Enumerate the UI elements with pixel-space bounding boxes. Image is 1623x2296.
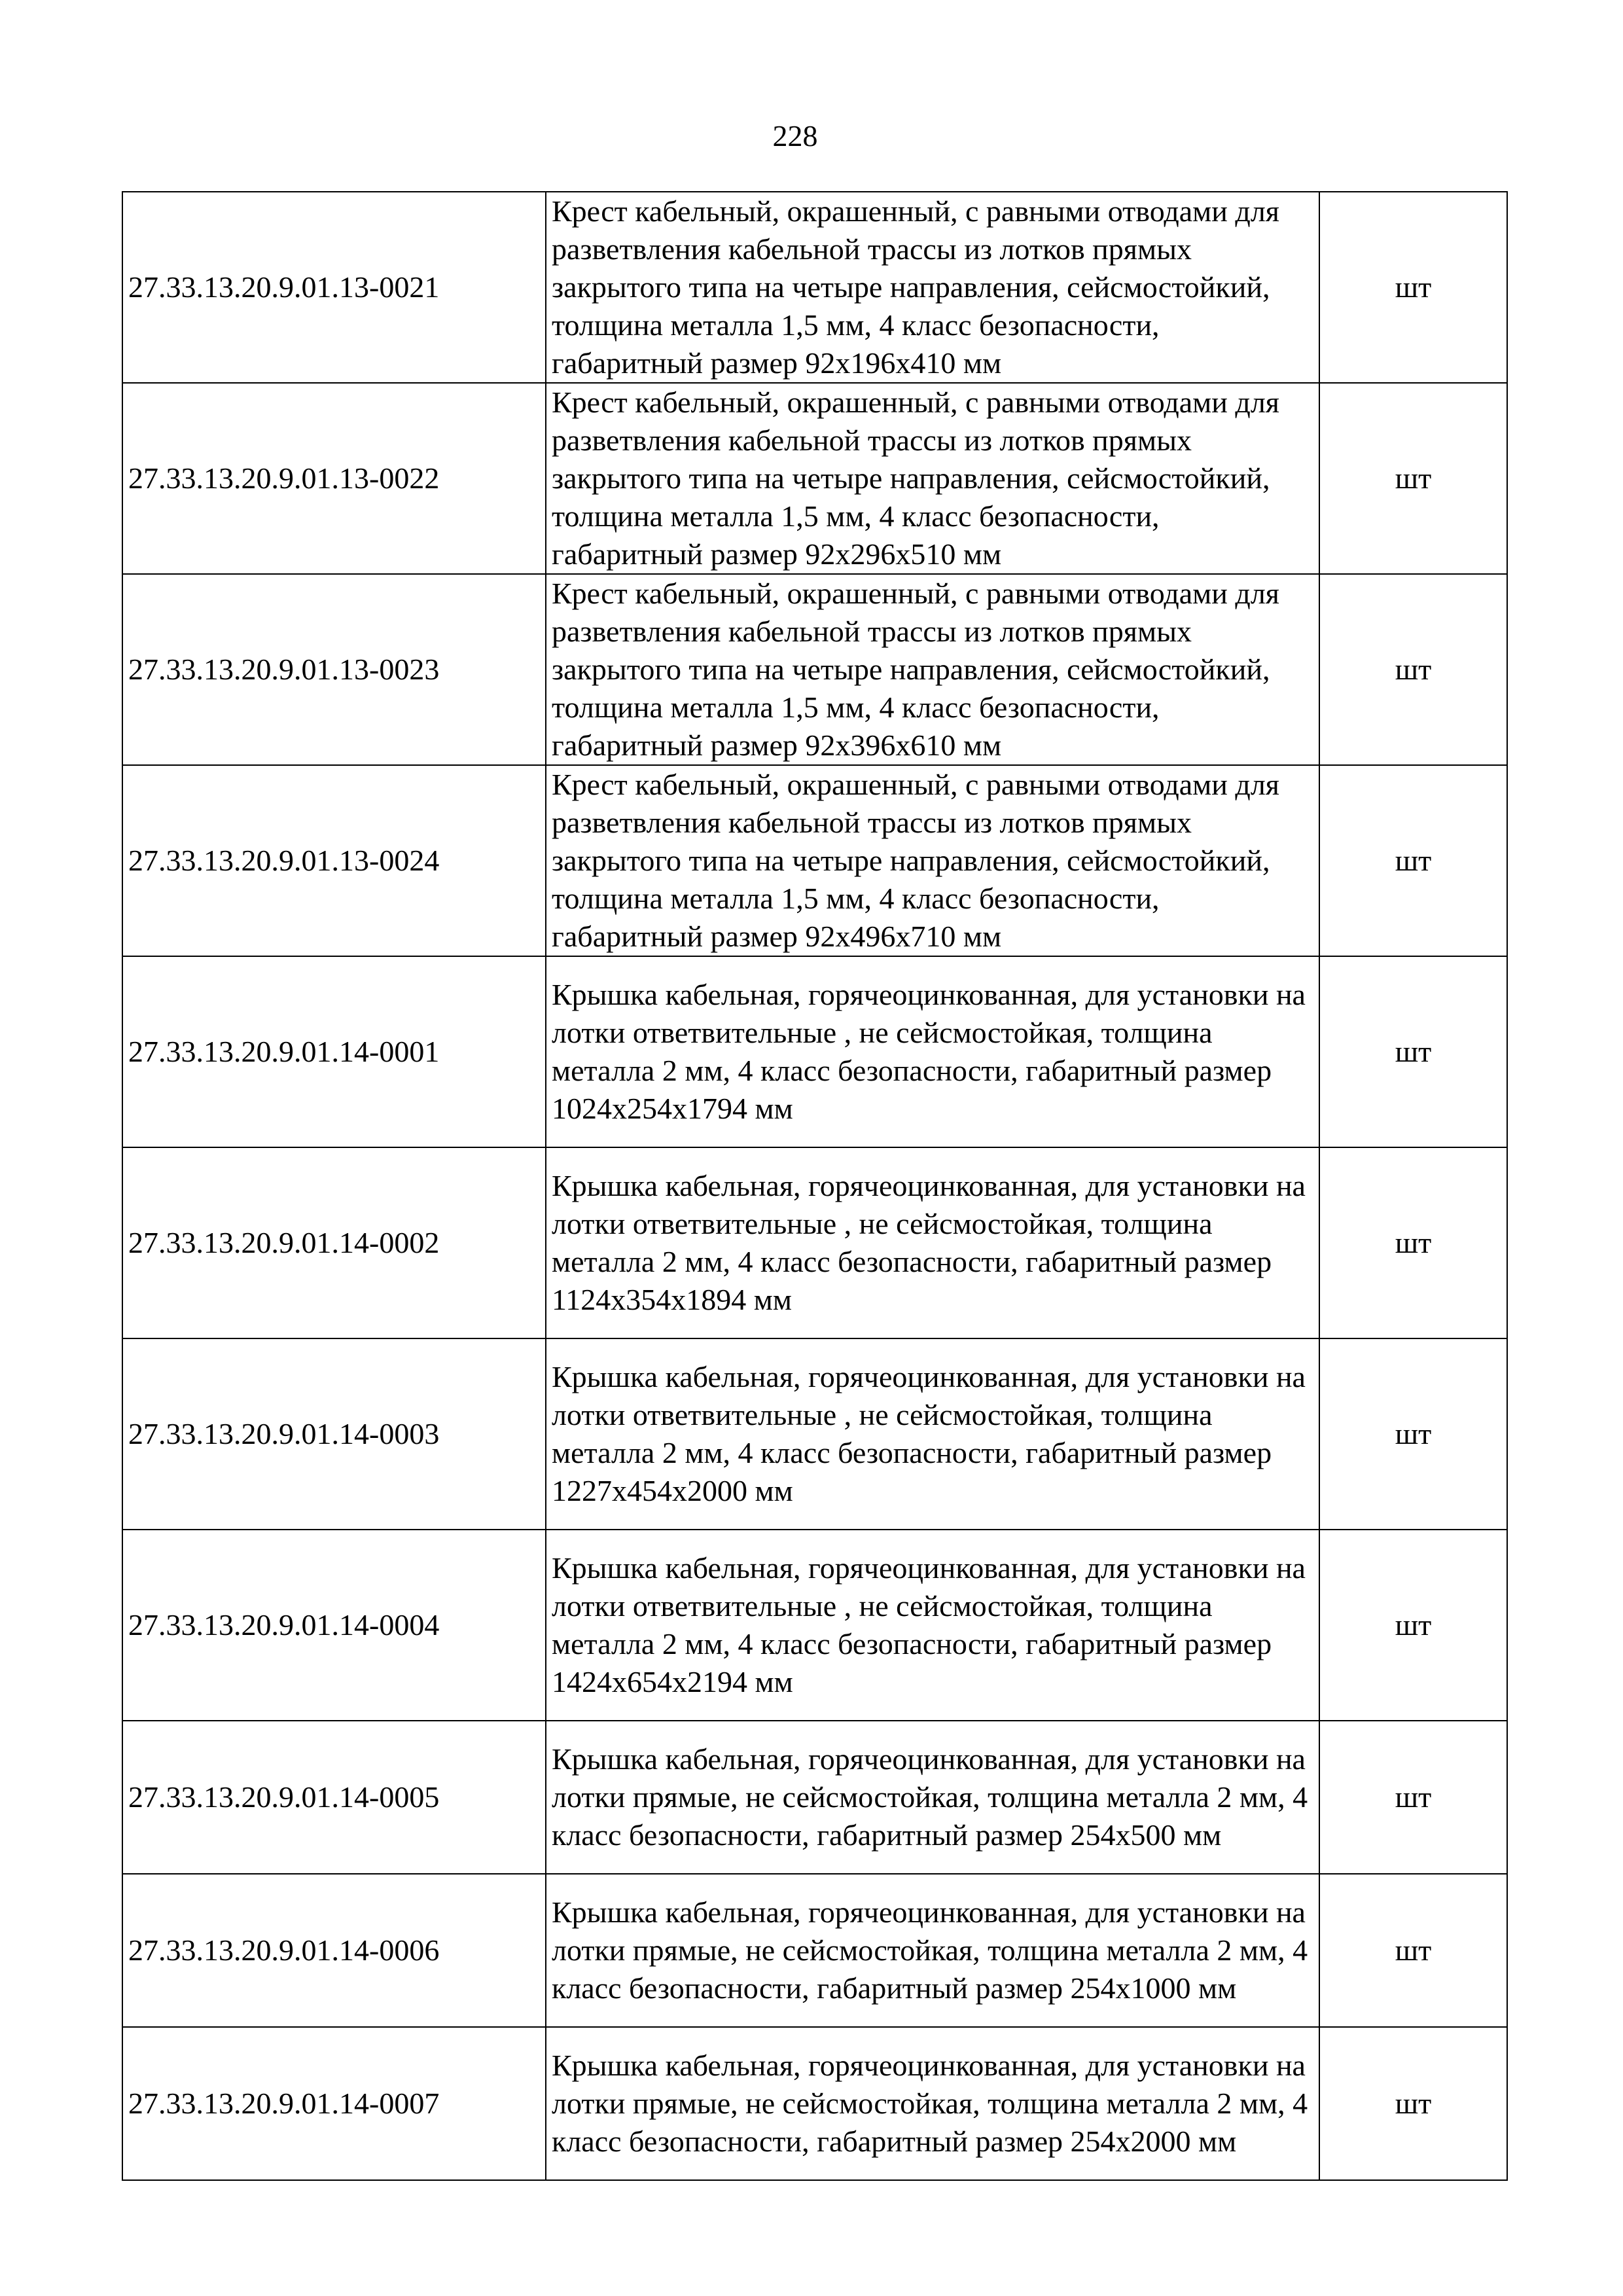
resource-description: Крышка кабельная, горячеоцинкованная, для установки на лотки ответвительные , не сейсмостойкая, толщина металла 2 мм, 4 класс безопасности, габаритный размер 1227х454х2000 мм (546, 1338, 1319, 1530)
table-row (122, 383, 1507, 574)
resource-description: Крышка кабельная, горячеоцинкованная, для установки на лотки прямые, не сейсмостойкая, толщина металла 2 мм, 4 класс безопасности, габаритный размер 254х2000 мм (546, 2027, 1319, 2180)
table-row (122, 765, 1507, 956)
resource-code: 27.33.13.20.9.01.14-0007 (122, 2027, 546, 2180)
unit-of-measure: шт (1319, 765, 1507, 956)
resource-description: Крест кабельный, окрашенный, с равными отводами для разветвления кабельной трассы из лотков прямых закрытого типа на четыре направления, сейсмостойкий, толщина металла 1,5 мм, 4 класс безопасности, габаритный размер 92х496х710 мм (546, 765, 1319, 956)
table-row (122, 1530, 1507, 1721)
unit-of-measure: шт (1319, 192, 1507, 383)
unit-of-measure: шт (1319, 574, 1507, 765)
table-row (122, 1721, 1507, 1874)
resource-description: Крышка кабельная, горячеоцинкованная, для установки на лотки ответвительные , не сейсмостойкая, толщина металла 2 мм, 4 класс безопасности, габаритный размер 1024х254х1794 мм (546, 956, 1319, 1147)
resource-code: 27.33.13.20.9.01.14-0003 (122, 1338, 546, 1530)
unit-of-measure: шт (1319, 383, 1507, 574)
resource-code: 27.33.13.20.9.01.14-0005 (122, 1721, 546, 1874)
table-row (122, 1338, 1507, 1530)
unit-of-measure: шт (1319, 1874, 1507, 2027)
resource-code: 27.33.13.20.9.01.14-0001 (122, 956, 546, 1147)
table-row (122, 1874, 1507, 2027)
unit-of-measure: шт (1319, 2027, 1507, 2180)
resource-code: 27.33.13.20.9.01.14-0002 (122, 1147, 546, 1338)
unit-of-measure: шт (1319, 956, 1507, 1147)
resource-code: 27.33.13.20.9.01.14-0004 (122, 1530, 546, 1721)
table-row (122, 574, 1507, 765)
page-number: 228 (772, 119, 818, 152)
resource-description: Крест кабельный, окрашенный, с равными отводами для разветвления кабельной трассы из лотков прямых закрытого типа на четыре направления, сейсмостойкий, толщина металла 1,5 мм, 4 класс безопасности, габаритный размер 92х196х410 мм (546, 192, 1319, 383)
unit-of-measure: шт (1319, 1147, 1507, 1338)
resource-table (122, 191, 1508, 2181)
table-row (122, 2027, 1507, 2180)
resource-description: Крышка кабельная, горячеоцинкованная, для установки на лотки ответвительные , не сейсмостойкая, толщина металла 2 мм, 4 класс безопасности, габаритный размер 1424х654х2194 мм (546, 1530, 1319, 1721)
unit-of-measure: шт (1319, 1338, 1507, 1530)
table-row (122, 1147, 1507, 1338)
resource-code: 27.33.13.20.9.01.13-0023 (122, 574, 546, 765)
resource-code: 27.33.13.20.9.01.13-0021 (122, 192, 546, 383)
resource-code: 27.33.13.20.9.01.13-0022 (122, 383, 546, 574)
unit-of-measure: шт (1319, 1721, 1507, 1874)
table-row (122, 192, 1507, 383)
table-row (122, 956, 1507, 1147)
resource-description: Крышка кабельная, горячеоцинкованная, для установки на лотки прямые, не сейсмостойкая, толщина металла 2 мм, 4 класс безопасности, габаритный размер 254х1000 мм (546, 1874, 1319, 2027)
resource-code: 27.33.13.20.9.01.14-0006 (122, 1874, 546, 2027)
resource-code: 27.33.13.20.9.01.13-0024 (122, 765, 546, 956)
resource-description: Крышка кабельная, горячеоцинкованная, для установки на лотки прямые, не сейсмостойкая, толщина металла 2 мм, 4 класс безопасности, габаритный размер 254х500 мм (546, 1721, 1319, 1874)
resource-description: Крышка кабельная, горячеоцинкованная, для установки на лотки ответвительные , не сейсмостойкая, толщина металла 2 мм, 4 класс безопасности, габаритный размер 1124х354х1894 мм (546, 1147, 1319, 1338)
resource-description: Крест кабельный, окрашенный, с равными отводами для разветвления кабельной трассы из лотков прямых закрытого типа на четыре направления, сейсмостойкий, толщина металла 1,5 мм, 4 класс безопасности, габаритный размер 92х396х610 мм (546, 574, 1319, 765)
resource-description: Крест кабельный, окрашенный, с равными отводами для разветвления кабельной трассы из лотков прямых закрытого типа на четыре направления, сейсмостойкий, толщина металла 1,5 мм, 4 класс безопасности, габаритный размер 92х296х510 мм (546, 383, 1319, 574)
unit-of-measure: шт (1319, 1530, 1507, 1721)
